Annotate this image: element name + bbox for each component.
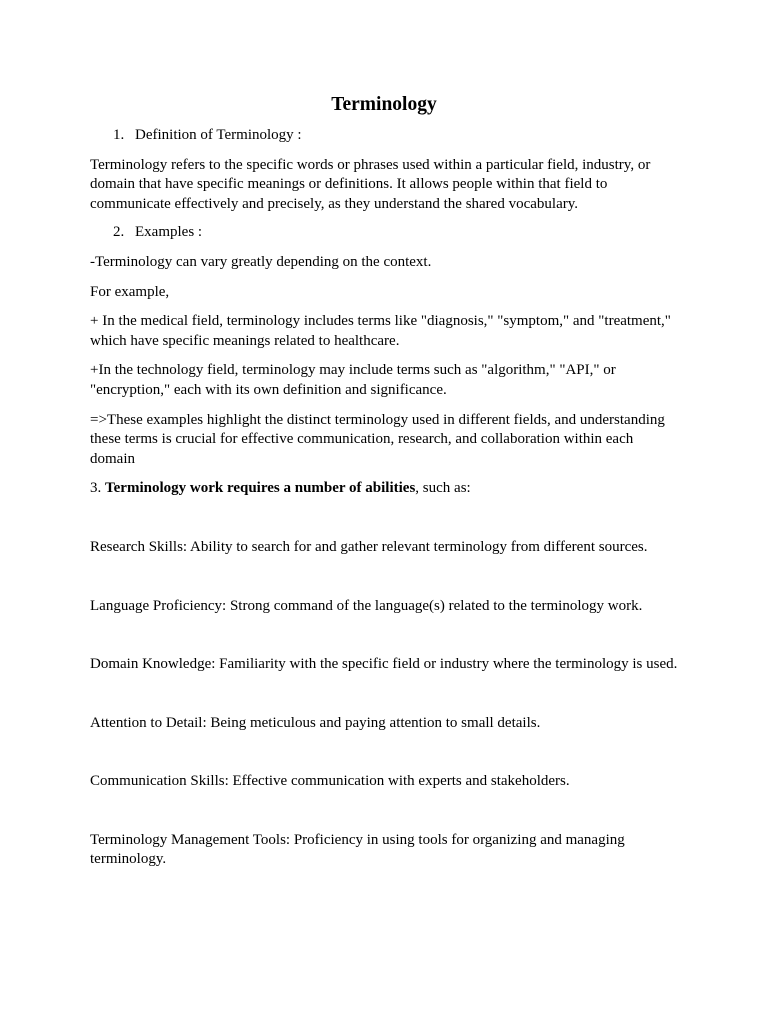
document-body (90, 93, 680, 870)
examples-paragraph-medical: + In the medical field, terminology includes terms like "diagnosis," "symptom," and "treatment," which have specific meanings related to healthcare. (90, 313, 671, 349)
examples-paragraph-for-example: For example, (90, 283, 170, 300)
skill-communication: Communication Skills: Effective communication with experts and stakeholders. (90, 773, 570, 790)
skill-language: Language Proficiency: Strong command of the language(s) related to the terminology work. (90, 597, 643, 614)
section-2-heading-text: Examples : (135, 224, 203, 241)
section-1-heading-text: Definition of Terminology : (135, 127, 302, 143)
definition-paragraph: Terminology refers to the specific words or phrases used within a particular field, industry, or domain that have specific meanings or definitions. It allows people within that field to communicate effectively and precisely, as they understand the shared vocabulary. (90, 156, 651, 212)
skill-domain: Domain Knowledge: Familiarity with the specific field or industry where the terminology is used. (90, 656, 678, 673)
examples-paragraph-context: -Terminology can vary greatly depending on the context. (90, 253, 432, 270)
section-3-bold-text: Terminology work requires a number of abilities (105, 480, 416, 497)
examples-paragraph-technology: +In the technology field, terminology may include terms such as "algorithm," "API," or "encryption," each with its own definition and significance. (90, 362, 616, 398)
section-3-rest-text: , such as: (415, 480, 471, 497)
section-1-number: 1. (113, 127, 125, 143)
page-title: Terminology (331, 94, 437, 115)
section-3-number: 3. (90, 480, 102, 497)
skill-attention: Attention to Detail: Being meticulous and paying attention to small details. (90, 714, 541, 731)
skill-tools: Terminology Management Tools: Proficiency in using tools for organizing and managing terminology. (90, 831, 625, 868)
section-1-heading (90, 126, 680, 146)
examples-paragraph-conclusion: =>These examples highlight the distinct terminology used in different fields, and understanding these terms is crucial for effective communication, research, and collaboration within each domain (90, 411, 665, 467)
section-3-heading (90, 479, 680, 499)
skill-research: Research Skills: Ability to search for and gather relevant terminology from different sources. (90, 538, 648, 555)
section-2-heading (90, 223, 680, 243)
section-2-number: 2. (113, 224, 125, 241)
